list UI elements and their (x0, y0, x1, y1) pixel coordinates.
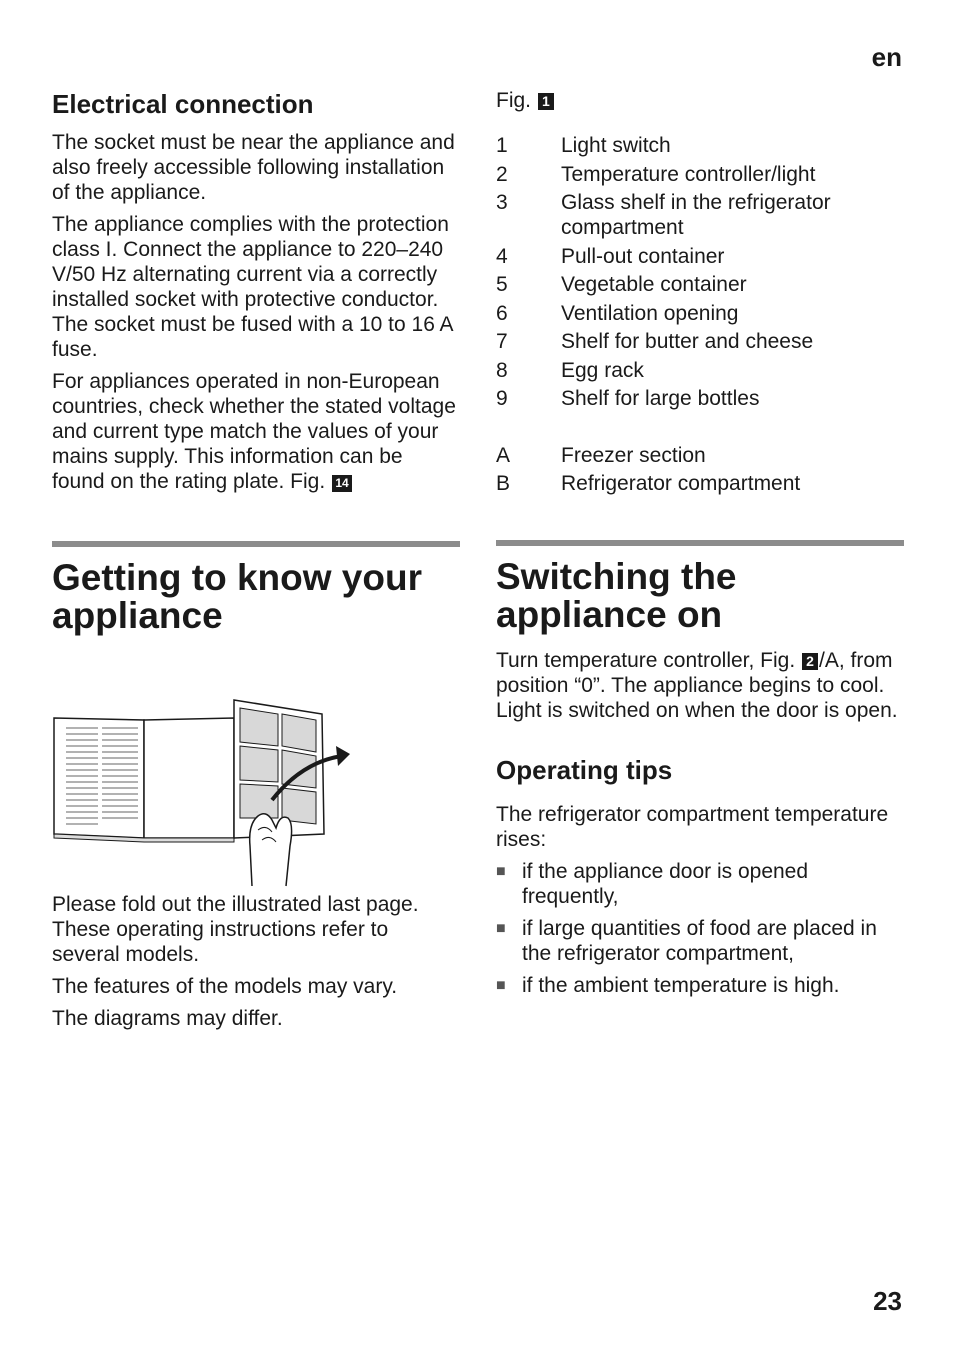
getting-to-know-heading (52, 559, 460, 635)
right-column (496, 88, 904, 1005)
legend-label: Shelf for large bottles (561, 387, 760, 410)
legend-item (496, 272, 904, 297)
figure-ref-14: 14 (332, 475, 352, 492)
switching-on-heading-line1: Switching the (496, 555, 737, 597)
page-number: 23 (873, 1286, 902, 1316)
legend-item (496, 471, 904, 496)
legend-item (496, 190, 904, 240)
legend-label: Shelf for butter and cheese (561, 330, 814, 353)
list-item (496, 916, 904, 966)
bullet-text: if the appliance door is opened frequently, (522, 859, 809, 908)
legend-label: Light switch (561, 134, 671, 157)
legend-item (496, 358, 904, 383)
getting-to-know-heading-line2: appliance (52, 595, 223, 636)
getting-to-know-paragraph-1: Please fold out the illustrated last page. These operating instructions refer to several models. (52, 893, 419, 966)
operating-tips-intro: The refrigerator compartment temperature rises: (496, 802, 889, 851)
getting-to-know-paragraph-2: The features of the models may vary. (52, 975, 398, 998)
legend-key: 1 (496, 134, 508, 157)
figure-legend-list (496, 133, 904, 411)
legend-label: Temperature controller/light (561, 162, 816, 186)
legend-label: Glass shelf in the refrigerator compartment (561, 191, 831, 239)
legend-key: 2 (496, 162, 508, 186)
list-item (496, 859, 904, 909)
electrical-paragraph-2: The appliance complies with the protection class I. Connect the appliance to 220–240 V/50 Hz alternating current via a correctly installed socket with protective conductor. The socket must be fused with a 10 to 16 A fuse. (52, 213, 453, 361)
legend-key: 6 (496, 301, 508, 325)
legend-key: 5 (496, 273, 508, 296)
legend-label: Refrigerator compartment (561, 472, 801, 495)
legend-key: 8 (496, 358, 508, 382)
switching-on-heading (496, 555, 904, 635)
legend-label: Vegetable container (561, 273, 747, 296)
legend-item (496, 162, 904, 187)
language-label: en (871, 42, 902, 72)
switching-on-text-after: /A, from position “0”. The appliance begins to cool. Light is switched on when the door is open. (496, 648, 898, 722)
list-item (496, 973, 904, 998)
left-column (52, 88, 460, 635)
legend-key: B (496, 472, 511, 495)
legend-label: Ventilation opening (561, 301, 739, 325)
legend-key: 3 (496, 191, 508, 214)
legend-item (496, 443, 904, 468)
legend-label: Pull-out container (561, 244, 725, 268)
figure-label (496, 88, 904, 113)
figure-ref-2: 2 (802, 653, 818, 670)
legend-key: 9 (496, 387, 508, 410)
operating-tips-heading: Operating tips (496, 754, 673, 785)
bullet-square-icon: ■ (496, 919, 506, 937)
switching-on-text-before: Turn temperature controller, Fig. (496, 648, 796, 672)
electrical-paragraph-1: The socket must be near the appliance and also freely accessible following installation of the appliance. (52, 131, 455, 204)
bullet-square-icon: ■ (496, 862, 506, 880)
legend-item (496, 133, 904, 158)
switching-on-heading-line2: appliance on (496, 593, 723, 635)
legend-key: A (496, 443, 511, 467)
section-rule (496, 540, 904, 546)
bullet-text: if the ambient temperature is high. (522, 973, 840, 997)
electrical-paragraph-3-text: For appliances operated in non-European countries, check whether the stated voltage and current type match the values of your mains supply. This information can be found on the rating plate. Fig. (52, 370, 456, 493)
figure-ref-1: 1 (538, 93, 554, 110)
legend-item (496, 301, 904, 326)
switching-on-paragraph (496, 648, 904, 723)
electrical-connection-heading: Electrical connection (52, 89, 314, 119)
legend-item (496, 244, 904, 269)
foldout-page-illustration (52, 696, 352, 888)
getting-to-know-heading-line1: Getting to know your (52, 557, 422, 598)
bullet-text: if large quantities of food are placed in the refrigerator compartment, (522, 916, 877, 965)
operating-tips-list (496, 859, 904, 998)
legend-item (496, 386, 904, 411)
getting-to-know-body (52, 892, 460, 1038)
bullet-square-icon: ■ (496, 976, 506, 994)
legend-item (496, 329, 904, 354)
legend-key: 7 (496, 330, 508, 353)
getting-to-know-paragraph-3: The diagrams may differ. (52, 1007, 283, 1030)
figure-legend-sections (496, 443, 904, 497)
legend-label: Freezer section (561, 443, 706, 467)
section-rule (52, 541, 460, 547)
legend-label: Egg rack (561, 358, 644, 382)
electrical-paragraph-3 (52, 369, 460, 494)
legend-key: 4 (496, 244, 508, 268)
figure-label-text: Fig. (496, 89, 532, 112)
